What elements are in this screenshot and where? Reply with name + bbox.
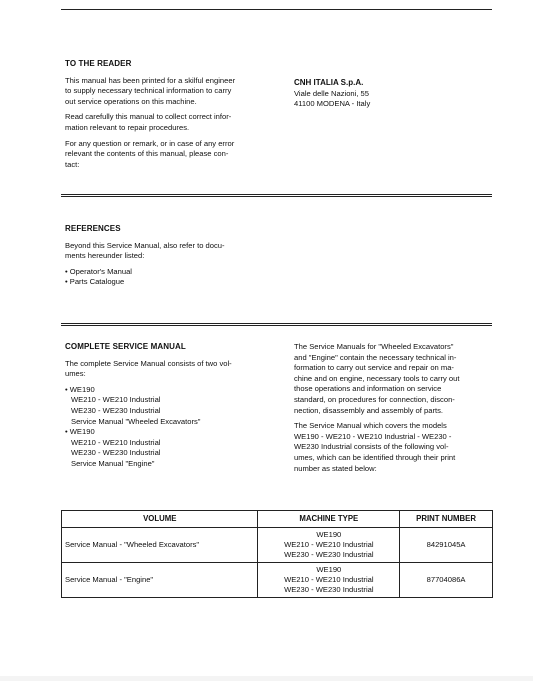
table-row: [62, 563, 493, 598]
company-name: CNH ITALIA S.p.A.: [294, 78, 364, 87]
list-item-line: Service Manual "Engine": [71, 458, 155, 468]
column-header-print-number: PRINT NUMBER: [400, 511, 493, 528]
text-line: umes, which can be identified through their print: [294, 452, 456, 462]
machine-type-cell: [258, 563, 400, 598]
text-line: ments hereunder listed:: [65, 251, 145, 261]
text-line: This manual has been printed for a skilful engineer: [65, 75, 236, 85]
machine-line: WE190: [316, 565, 342, 574]
complete-manual-heading: COMPLETE SERVICE MANUAL: [65, 342, 186, 351]
company-city: 41100 MODENA - Italy: [294, 99, 371, 109]
references-intro: [65, 241, 267, 262]
list-item: • Parts Catalogue: [65, 277, 125, 287]
text-line: formation to carry out service and repair on ma-: [294, 363, 454, 373]
text-line: standard, on procedures for connection, discon-: [294, 394, 455, 404]
text-line: nection, disassembly and assembly of parts.: [294, 405, 443, 415]
machine-line: WE230 - WE230 Industrial: [284, 585, 374, 594]
text-line: For any question or remark, or in case of any error: [65, 138, 235, 148]
page-bottom-edge: [0, 676, 533, 681]
description-paragraph-1: [294, 342, 493, 416]
references-heading: REFERENCES: [65, 224, 121, 233]
table-header-row: [62, 511, 493, 528]
top-rule: [61, 9, 492, 10]
complete-manual-intro: [65, 359, 267, 380]
reader-paragraph-1: [65, 76, 267, 108]
text-line: Beyond this Service Manual, also refer to docu-: [65, 240, 225, 250]
list-item-line: WE230 - WE230 Industrial: [71, 448, 161, 458]
text-line: number as stated below:: [294, 463, 377, 473]
text-line: The complete Service Manual consists of two vol-: [65, 358, 232, 368]
machine-line: WE210 - WE210 Industrial: [284, 575, 374, 584]
list-item-line: Service Manual "Wheeled Excavators": [71, 416, 201, 426]
volume-cell: Service Manual - "Wheeled Excavators": [62, 528, 258, 563]
references-section: [65, 224, 267, 288]
reader-paragraph-3: [65, 139, 267, 171]
column-header-machine-type: MACHINE TYPE: [258, 511, 400, 528]
text-line: relevant the contents of this manual, please con-: [65, 149, 229, 159]
reader-section: [65, 59, 267, 175]
volumes-table: [61, 510, 493, 598]
text-line: WE190 - WE210 - WE210 Industrial - WE230 -: [294, 431, 452, 441]
machine-type-cell: [258, 528, 400, 563]
complete-manual-section: [65, 342, 267, 470]
table-row: [62, 528, 493, 563]
reader-heading: TO THE READER: [65, 59, 132, 68]
complete-manual-description: [294, 342, 493, 479]
column-header-volume: VOLUME: [62, 511, 258, 528]
list-item: • WE190: [65, 427, 95, 437]
section-divider: [61, 323, 492, 326]
text-line: The Service Manual which covers the models: [294, 421, 447, 431]
company-street: Viale delle Nazioni, 55: [294, 88, 370, 98]
text-line: those operations and information on service: [294, 384, 442, 394]
volume-list: [65, 385, 267, 470]
description-paragraph-2: [294, 421, 493, 474]
text-line: and "Engine" contain the necessary technical in-: [294, 352, 457, 362]
print-number-cell: 87704086A: [400, 563, 493, 598]
text-line: tact:: [65, 159, 80, 169]
list-item: • Operator's Manual: [65, 266, 132, 276]
text-line: mation relevant to repair procedures.: [65, 122, 190, 132]
text-line: WE230 Industrial consists of the following vol-: [294, 442, 449, 452]
machine-line: WE190: [316, 530, 342, 539]
list-item-line: WE210 - WE210 Industrial: [71, 437, 161, 447]
list-item: • WE190: [65, 384, 95, 394]
volume-cell: Service Manual - "Engine": [62, 563, 258, 598]
print-number-cell: 84291045A: [400, 528, 493, 563]
machine-line: WE230 - WE230 Industrial: [284, 550, 374, 559]
company-address: [294, 78, 484, 110]
text-line: umes:: [65, 369, 86, 379]
references-list: [65, 267, 267, 288]
list-item-line: WE210 - WE210 Industrial: [71, 395, 161, 405]
reader-paragraph-2: [65, 112, 267, 133]
list-item-line: WE230 - WE230 Industrial: [71, 405, 161, 415]
machine-line: WE210 - WE210 Industrial: [284, 540, 374, 549]
text-line: out service operations on this machine.: [65, 96, 197, 106]
text-line: to supply necessary technical information to carry: [65, 86, 232, 96]
section-divider: [61, 194, 492, 197]
text-line: Read carefully this manual to collect correct infor-: [65, 112, 232, 122]
text-line: chine and on engine, necessary tools to carry out: [294, 373, 460, 383]
text-line: The Service Manuals for "Wheeled Excavators": [294, 342, 454, 351]
